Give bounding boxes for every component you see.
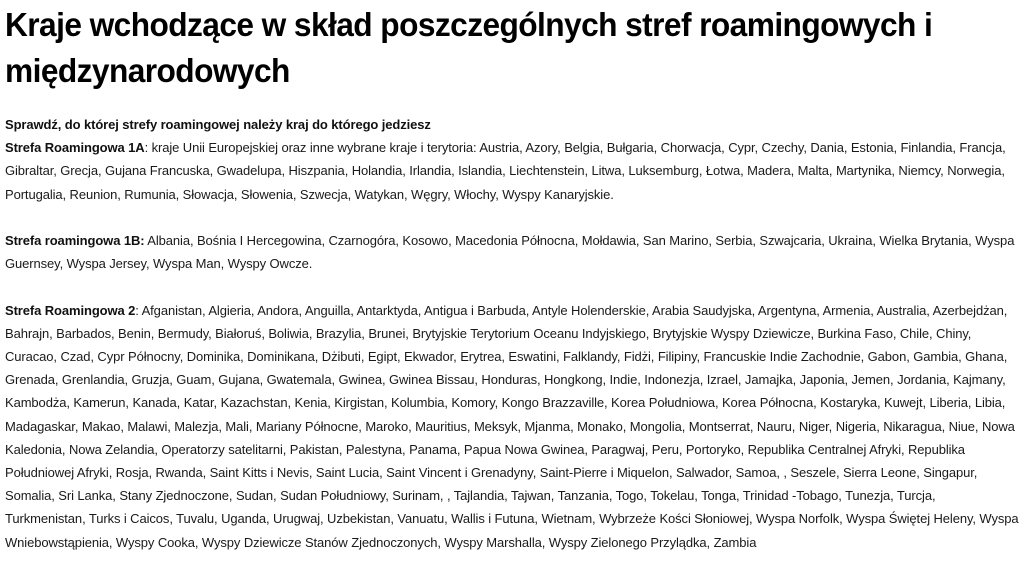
zone-1a-countries: : kraje Unii Europejskiej oraz inne wybrane kraje i terytoria: Austria, Azory, Belgia, Bułgaria, Chorwacja, Cypr, Czechy, Dania, Estonia, Finlandia, Francja, Gibraltar, Grecja, Gujana Francuska, Gwadelupa, Hiszpania, Holandia, Irlandia, Islandia, Liechtenstein, Litwa, Luksemburg, Łotwa, Madera, Malta, Martynika, Niemcy, Norwegia, Portugalia, Reunion, Rumunia, Słowacja, Słowenia, Szwecja, Watykan, Węgry, Włochy, Wyspy Kanaryjskie. [5,140,1006,202]
intro-paragraph [5,113,1019,136]
zone-2-paragraph [5,299,1019,554]
intro-text: Sprawdź, do której strefy roamingowej należy kraj do którego jedziesz [5,117,431,132]
article-body [5,113,1019,554]
zone-1b-countries: Albania, Bośnia I Hercegowina, Czarnogóra, Kosowo, Macedonia Północna, Mołdawia, San Marino, Serbia, Szwajcaria, Ukraina, Wielka Brytania, Wyspa Guernsey, Wyspa Jersey, Wyspa Man, Wyspy Owcze. [5,233,1015,272]
zone-1b-label: Strefa roamingowa 1B: [5,233,145,248]
zone-2-countries: : Afganistan, Algieria, Andora, Anguilla, Antarktyda, Antigua i Barbuda, Antyle Holenderskie, Arabia Saudyjska, Argentyna, Armenia, Australia, Azerbejdżan, Bahrajn, Barbados, Benin, Bermudy, Białoruś, Boliwia, Brazylia, Brunei, Brytyjskie Terytorium Oceanu Indyjskiego, Brytyjskie Wyspy Dziewicze, Burkina Faso, Chile, Chiny, Curacao, Czad, Cypr Północny, Dominika, Dominikana, Dżibuti, Egipt, Ekwador, Erytrea, Eswatini, Falklandy, Fidżi, Filipiny, Francuskie Indie Zachodnie, Gabon, Gambia, Ghana, Grenada, Grenlandia, Gruzja, Guam, Gujana, Gwatemala, Gwinea, Gwinea Bissau, Honduras, Hongkong, Indie, Indonezja, Izrael, Jamajka, Japonia, Jemen, Jordania, Kajmany, Kambodża, Kamerun, Kanada, Katar, Kazachstan, Kenia, Kirgistan, Kolumbia, Komory, Kongo Brazzaville, Korea Południowa, Korea Północna, Kostaryka, Kuwejt, Liberia, Libia, Madagaskar, Makao, Malawi, Malezja, Mali, Mariany Północne, Maroko, Mauritius, Meksyk, Mjanma, Monako, Mongolia, Montserrat, Nauru, Niger, Nigeria, Nikaragua, Niue, Nowa Kaledonia, Nowa Zelandia, Operatorzy satelitarni, Pakistan, Palestyna, Panama, Papua Nowa Gwinea, Paragwaj, Peru, Portoryko, Republika Centralnej Afryki, Republika Południowej Afryki, Rosja, Rwanda, Saint Kitts i Nevis, Saint Lucia, Saint Vincent i Grenadyny, Saint-Pierre i Miquelon, Salwador, Samoa, , Seszele, Sierra Leone, Singapur, Somalia, Sri Lanka, Stany Zjednoczone, Sudan, Sudan Południowy, Surinam, , Tajlandia, Tajwan, Tanzania, Togo, Tokelau, Tonga, Trinidad -Tobago, Tunezja, Turcja, Turkmenistan, Turks i Caicos, Tuvalu, Uganda, Urugwaj, Uzbekistan, Vanuatu, Wallis i Futuna, Wietnam, Wybrzeże Kości Słoniowej, Wyspa Norfolk, Wyspa Świętej Heleny, Wyspa Wniebowstąpienia, Wyspy Cooka, Wyspy Dziewicze Stanów Zjednoczonych, Wyspy Marshalla, Wyspy Zielonego Przylądka, Zambia [5,302,1019,550]
zone-2-label: Strefa Roamingowa 2 [5,302,136,318]
zone-1a-paragraph [5,136,1019,206]
page-title: Kraje wchodzące w skład poszczególnych stref roamingowych i międzynarodowych [5,6,933,89]
paragraph-spacer [5,206,1019,229]
article [5,0,1019,550]
paragraph-spacer [5,275,1019,298]
zone-1a-label: Strefa Roamingowa 1A [5,140,145,156]
zone-1b-paragraph [5,229,1019,275]
